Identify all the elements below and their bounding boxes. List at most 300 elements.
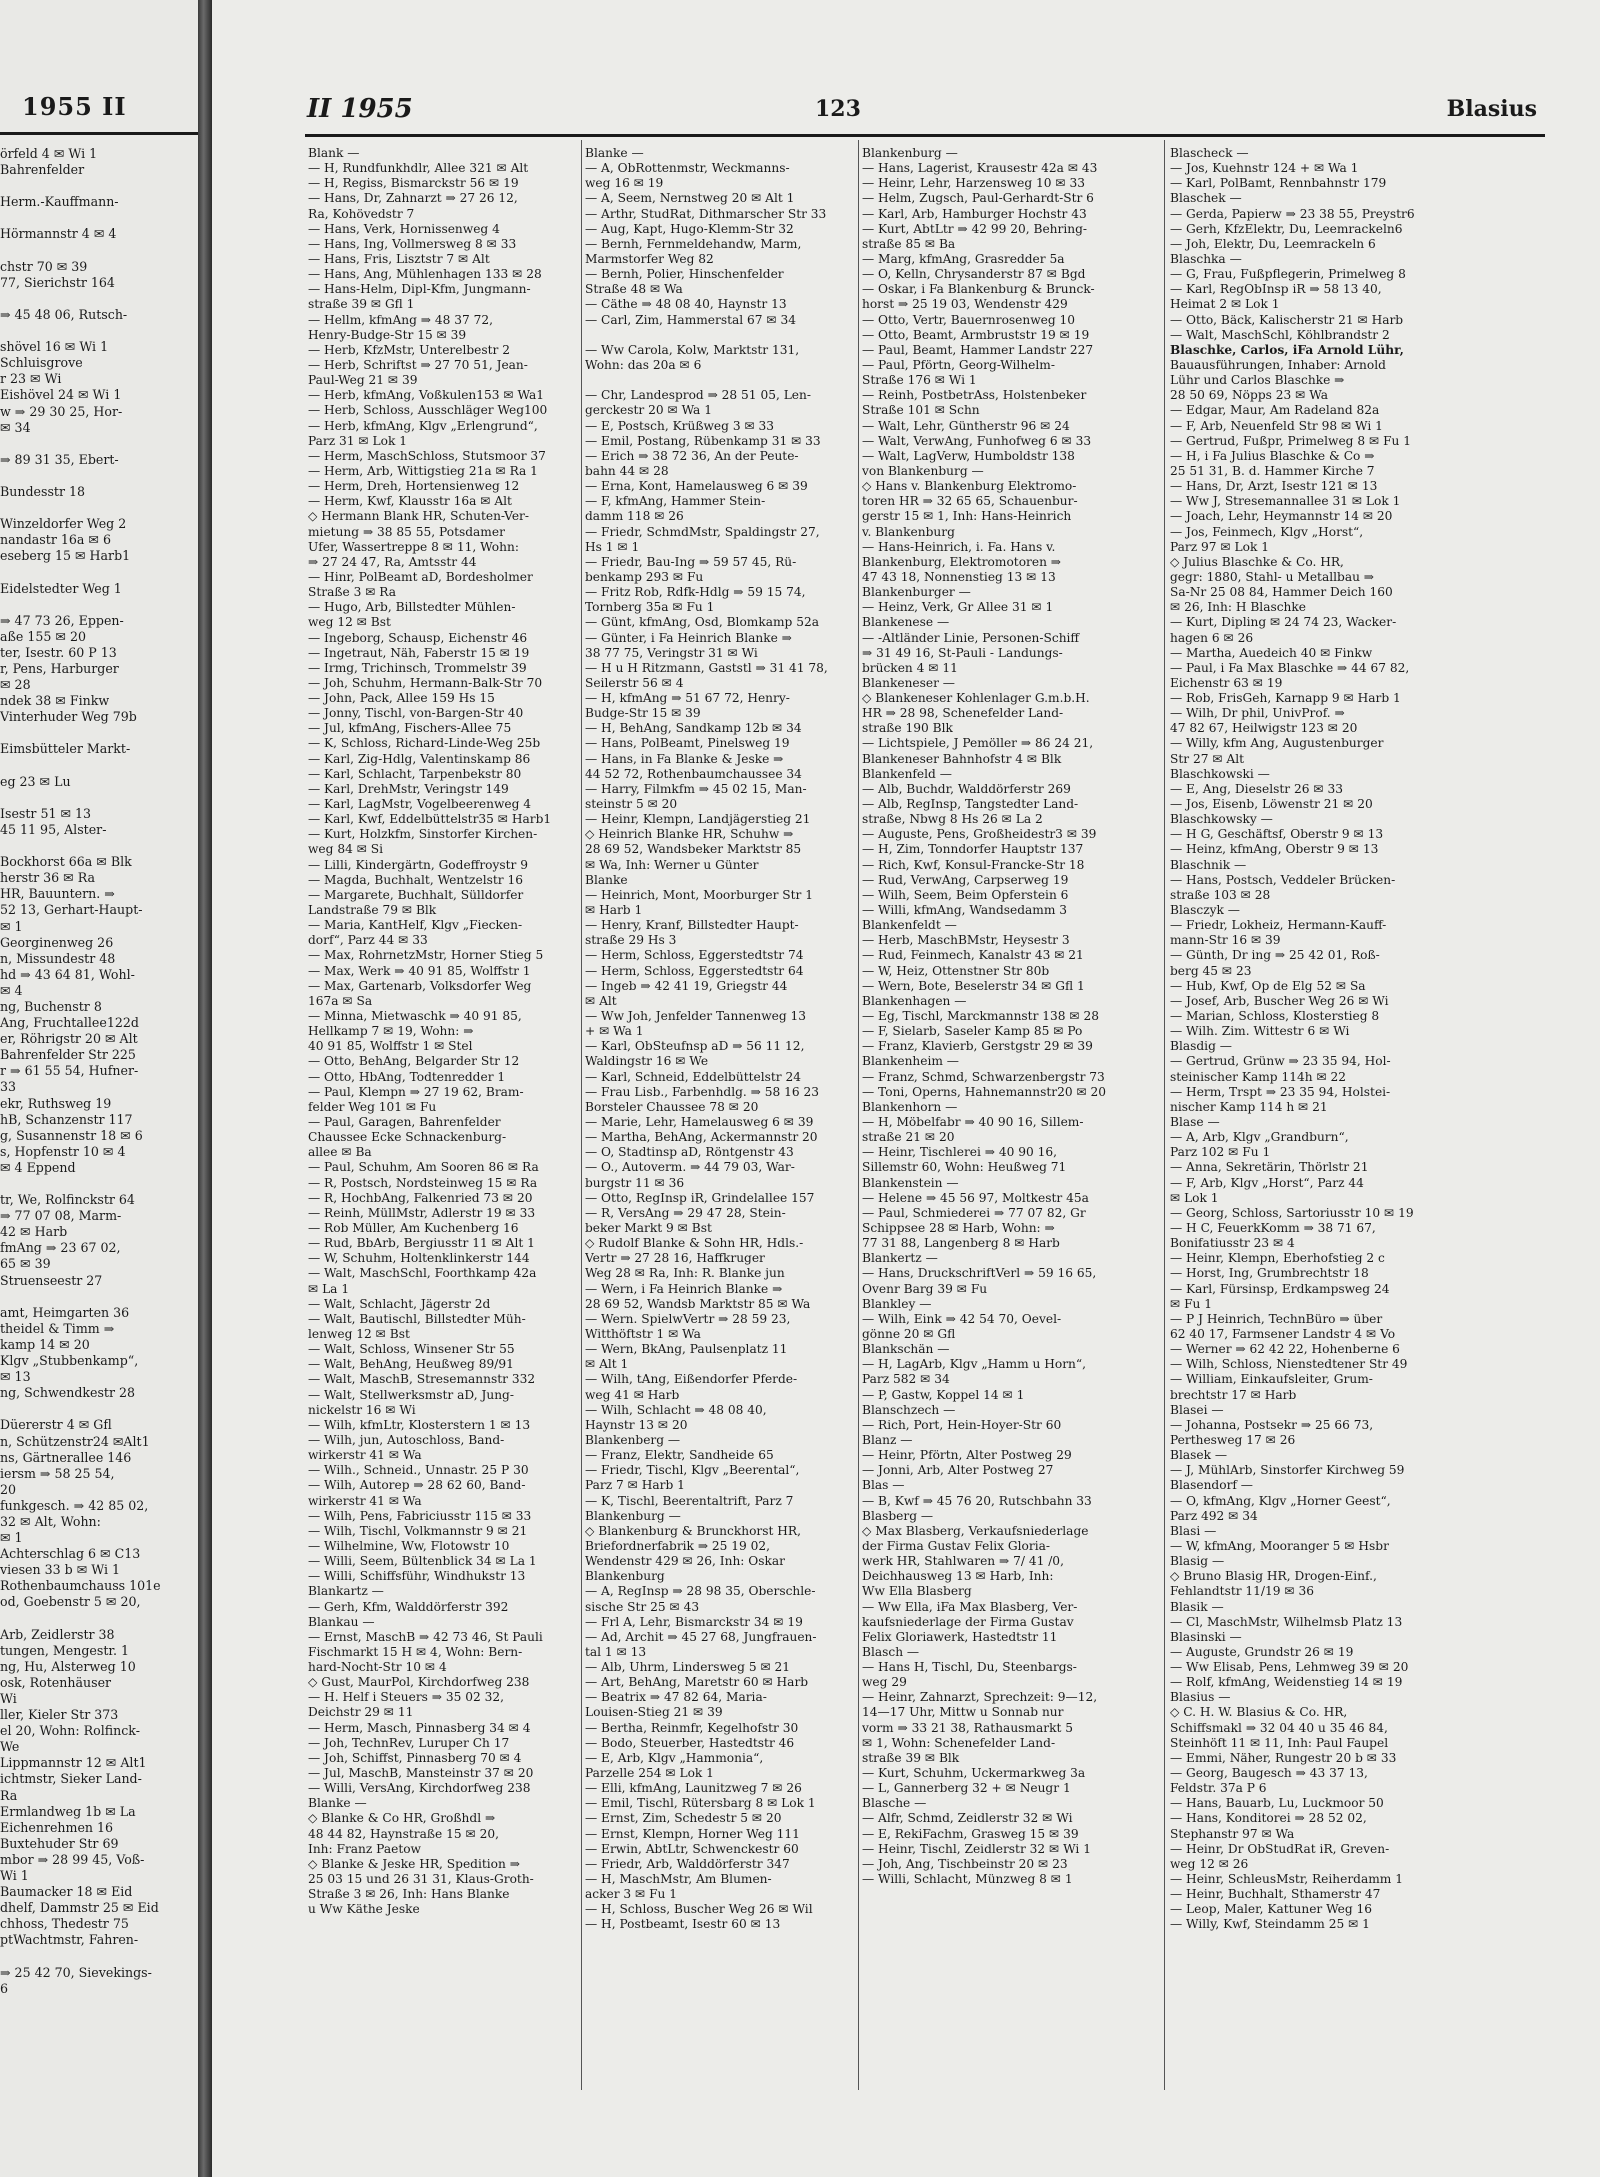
directory-entry-line: — Friedr, SchmdMstr, Spaldingstr 27, bbox=[585, 524, 820, 539]
directory-entry-line: — E, Postsch, Krüßweg 3 ✉ 33 bbox=[585, 418, 775, 433]
directory-entry-line: ◇ C. H. W. Blasius & Co. HR, bbox=[1170, 1705, 1348, 1720]
column-divider bbox=[858, 140, 859, 2090]
directory-entry-line: Herm.-Kauffmann- bbox=[0, 194, 119, 210]
directory-entry-line: — Hans-Heinrich, i. Fa. Hans v. bbox=[862, 539, 1056, 554]
directory-entry-line: straße 85 ✉ Ba bbox=[862, 236, 956, 251]
directory-entry-line: — F, Arb, Neuenfeld Str 98 ✉ Wi 1 bbox=[1170, 418, 1383, 433]
directory-entry-line: — Otto, Bäck, Kalischerstr 21 ✉ Harb bbox=[1170, 312, 1404, 327]
directory-entry-line: — Gerh, Kfm, Walddörferstr 392 bbox=[308, 1599, 509, 1614]
directory-entry-line: Düererstr 4 ✉ Gfl bbox=[0, 1417, 112, 1433]
directory-entry-line: — Wern, BkAng, Paulsenplatz 11 bbox=[585, 1342, 788, 1357]
surname-heading: Blanschzech — bbox=[862, 1402, 956, 1417]
directory-entry-line: — Karl, Schlacht, Tarpenbekstr 80 bbox=[308, 766, 522, 781]
directory-entry-line bbox=[0, 243, 198, 259]
directory-entry-line: — Jos, Kuehnstr 124 + ✉ Wa 1 bbox=[1170, 161, 1359, 176]
directory-entry-line: — Ww Joh, Jenfelder Tannenweg 13 bbox=[585, 1009, 807, 1024]
surname-heading: Blankertz — bbox=[862, 1251, 938, 1266]
directory-entry-line: — Friedr, Tischl, Klgv „Beerental“, bbox=[585, 1463, 800, 1478]
directory-entry-line: — Karl, Fürsinsp, Erdkampsweg 24 bbox=[1170, 1281, 1390, 1296]
directory-entry-line bbox=[0, 1176, 198, 1192]
directory-entry-line: ✉ 1, Wohn: Schenefelder Land- bbox=[862, 1735, 1056, 1750]
surname-heading: Blankenfeld — bbox=[862, 766, 952, 781]
directory-entry-line: ✉ Alt bbox=[585, 993, 617, 1008]
directory-entry-line bbox=[0, 758, 198, 774]
directory-entry-line: 25 51 31, B. d. Hammer Kirche 7 bbox=[1170, 463, 1375, 478]
directory-entry-line: shövel 16 ✉ Wi 1 bbox=[0, 339, 109, 355]
directory-entry-line: — Herm, Trspt ⇒ 23 35 94, Holstei- bbox=[1170, 1084, 1391, 1099]
directory-entry-line: Bahrenfelder bbox=[0, 162, 85, 178]
directory-entry-line: — Maria, KantHelf, Klgv „Fiecken- bbox=[308, 918, 523, 933]
directory-entry-line: weg 84 ✉ Si bbox=[308, 842, 384, 857]
directory-entry-line: 48 44 82, Haynstraße 15 ✉ 20, bbox=[308, 1826, 499, 1841]
directory-entry-line: n, Missundestr 48 bbox=[0, 950, 116, 966]
directory-entry-line: ⇒ 45 48 06, Rutsch- bbox=[0, 306, 128, 322]
directory-entry-line: — Hans, Postsch, Veddeler Brücken- bbox=[1170, 872, 1396, 887]
directory-entry-line: — Wilh, Autorep ⇒ 28 62 60, Band- bbox=[308, 1478, 526, 1493]
directory-entry-line: — Joh, Elektr, Du, Leemrackeln 6 bbox=[1170, 236, 1376, 251]
book-gutter bbox=[198, 0, 212, 2177]
directory-entry-line: — K, Tischl, Beerentaltrift, Parz 7 bbox=[585, 1493, 794, 1508]
directory-entry-line: — Lichtspiele, J Pemöller ⇒ 86 24 21, bbox=[862, 736, 1094, 751]
directory-entry-line: — Walt, Bautischl, Billstedter Müh- bbox=[308, 1311, 526, 1326]
directory-entry-line bbox=[0, 1949, 198, 1965]
directory-entry-line: — Hans H, Tischl, Du, Steenbargs- bbox=[862, 1660, 1077, 1675]
directory-entry-line: Eichenrehmen 16 bbox=[0, 1819, 114, 1835]
directory-entry-line: ◇ Heinrich Blanke HR, Schuhw ⇒ bbox=[585, 827, 794, 842]
directory-entry-line: eg 23 ✉ Lu bbox=[0, 773, 71, 789]
directory-entry-line: — R, Postsch, Nordsteinweg 15 ✉ Ra bbox=[308, 1175, 538, 1190]
directory-entry-line: — B, Kwf ⇒ 45 76 20, Rutschbahn 33 bbox=[862, 1493, 1092, 1508]
directory-entry-line: — Günth, Dr ing ⇒ 25 42 01, Roß- bbox=[1170, 948, 1380, 963]
directory-entry-line: gerstr 15 ✉ 1, Inh: Hans-Heinrich bbox=[862, 509, 1072, 524]
directory-entry-line: ichtmstr, Sieker Land- bbox=[0, 1771, 142, 1787]
directory-entry-line: ✉ Fu 1 bbox=[1170, 1296, 1213, 1311]
directory-entry-line: ◇ Blankeneser Kohlenlager G.m.b.H. bbox=[862, 691, 1090, 706]
directory-entry-line: — Arthr, StudRat, Dithmarscher Str 33 bbox=[585, 206, 827, 221]
surname-heading: von Blankenburg — bbox=[862, 463, 984, 478]
directory-entry-line: Fehlandtstr 11/19 ✉ 36 bbox=[1170, 1584, 1315, 1599]
directory-entry-line: — Heinr, Klempn, Eberhofstieg 2 c bbox=[1170, 1251, 1385, 1266]
directory-entry-line: — Hub, Kwf, Op de Elg 52 ✉ Sa bbox=[1170, 978, 1366, 993]
surname-heading: Blasendorf — bbox=[1170, 1478, 1253, 1493]
directory-entry-line: — Ernst, Klempn, Horner Weg 111 bbox=[585, 1826, 800, 1841]
directory-entry-line: el 20, Wohn: Rolfinck- bbox=[0, 1723, 140, 1739]
directory-entry-line: — Franz, Schmd, Schwarzenbergstr 73 bbox=[862, 1069, 1105, 1084]
directory-entry-line: — Willy, kfm Ang, Augustenburger bbox=[1170, 736, 1384, 751]
directory-entry-line: — Herm, MaschSchloss, Stutsmoor 37 bbox=[308, 448, 546, 463]
directory-entry-line: Louisen-Stieg 21 ✉ 39 bbox=[585, 1705, 723, 1720]
directory-entry-line: — Leop, Maler, Kattuner Weg 16 bbox=[1170, 1902, 1373, 1917]
surname-heading: Blasche — bbox=[862, 1796, 927, 1811]
left-page-fragment bbox=[0, 0, 198, 2177]
directory-entry-line: Marmstorfer Weg 82 bbox=[585, 251, 714, 266]
directory-entry-line: toren HR ⇒ 32 65 65, Schauenbur- bbox=[862, 494, 1078, 509]
directory-entry-line: Witthöftstr 1 ✉ Wa bbox=[585, 1326, 701, 1341]
surname-heading: Blaschek — bbox=[1170, 191, 1242, 206]
directory-entry-line: 45 11 95, Alster- bbox=[0, 821, 107, 837]
directory-entry-line: Ovenr Barg 39 ✉ Fu bbox=[862, 1281, 988, 1296]
directory-entry-line: Sillemstr 60, Wohn: Heußweg 71 bbox=[862, 1160, 1067, 1175]
directory-entry-line: — H, LagArb, Klgv „Hamm u Horn“, bbox=[862, 1357, 1087, 1372]
directory-entry-line: — Helm, Zugsch, Paul-Gerhardt-Str 6 bbox=[862, 191, 1094, 206]
directory-entry-line: — Marg, kfmAng, Grasredder 5a bbox=[862, 251, 1065, 266]
directory-entry-line: — Martha, BehAng, Ackermannstr 20 bbox=[585, 1130, 818, 1145]
directory-entry-line: Felix Gloriawerk, Hastedtstr 11 bbox=[862, 1629, 1058, 1644]
directory-entry-line: — Rolf, kfmAng, Weidenstieg 14 ✉ 19 bbox=[1170, 1675, 1403, 1690]
directory-entry-line: herstr 36 ✉ Ra bbox=[0, 870, 95, 886]
directory-entry-line: ✉ 28 bbox=[0, 677, 31, 693]
directory-entry-line: — Anna, Sekretärin, Thörlstr 21 bbox=[1170, 1160, 1369, 1175]
directory-column-1 bbox=[308, 146, 576, 2136]
directory-entry-line: — Herb, KfzMstr, Unterelbestr 2 bbox=[308, 342, 510, 357]
directory-entry-line: — Lilli, Kindergärtn, Godeffroystr 9 bbox=[308, 857, 528, 872]
directory-entry-line: kaufsniederlage der Firma Gustav bbox=[862, 1614, 1074, 1629]
directory-entry-line: — R, VersAng ⇒ 29 47 28, Stein- bbox=[585, 1205, 786, 1220]
directory-entry-line: Straße 48 ✉ Wa bbox=[585, 282, 683, 297]
directory-entry-line: ✉ 4 bbox=[0, 982, 23, 998]
directory-entry-line: Hs 1 ✉ 1 bbox=[585, 539, 640, 554]
surname-heading: Blaschka — bbox=[1170, 251, 1242, 266]
directory-entry-line: — Hans-Helm, Dipl-Kfm, Jungmann- bbox=[308, 282, 531, 297]
surname-heading: Blasi — bbox=[1170, 1523, 1217, 1538]
directory-entry-line: — Edgar, Maur, Am Radeland 82a bbox=[1170, 403, 1380, 418]
directory-entry-line: hB, Schanzenstr 117 bbox=[0, 1111, 133, 1127]
directory-entry-line: ✉ Lok 1 bbox=[1170, 1190, 1219, 1205]
directory-entry-line bbox=[0, 178, 198, 194]
directory-entry-line: — Wilh, Schlacht ⇒ 48 08 40, bbox=[585, 1402, 767, 1417]
directory-entry-line: bahn 44 ✉ 28 bbox=[585, 463, 669, 478]
directory-entry-line: straße 29 Hs 3 bbox=[585, 933, 677, 948]
directory-entry-line: — Cl, MaschMstr, Wilhelmsb Platz 13 bbox=[1170, 1614, 1403, 1629]
directory-entry-line: ✉ 13 bbox=[0, 1369, 31, 1385]
directory-entry-line: Ufer, Wassertreppe 8 ✉ 11, Wohn: bbox=[308, 539, 519, 554]
directory-entry-line: — Bernh, Fernmeldehandw, Marm, bbox=[585, 236, 802, 251]
directory-entry-line: — Marie, Lehr, Hamelausweg 6 ✉ 39 bbox=[585, 1115, 814, 1129]
directory-entry-line: — Ww J, Stresemannallee 31 ✉ Lok 1 bbox=[1170, 494, 1401, 509]
directory-entry-line: — Joh, TechnRev, Luruper Ch 17 bbox=[308, 1735, 510, 1750]
directory-entry-line: Parz 102 ✉ Fu 1 bbox=[1170, 1145, 1271, 1160]
directory-entry-line: Landstraße 79 ✉ Blk bbox=[308, 903, 437, 918]
directory-entry-line: Straße 3 ✉ Ra bbox=[308, 585, 397, 600]
surname-heading: Blanke — bbox=[585, 146, 644, 160]
directory-entry-line: Seilerstr 56 ✉ 4 bbox=[585, 675, 684, 690]
directory-entry-line: straße 21 ✉ 20 bbox=[862, 1130, 955, 1145]
directory-entry-line: — Walt, Lehr, Güntherstr 96 ✉ 24 bbox=[862, 418, 1070, 433]
directory-entry-line: — Günt, kfmAng, Osd, Blomkamp 52a bbox=[585, 615, 819, 630]
directory-entry-line: allee ✉ Ba bbox=[308, 1145, 372, 1160]
directory-entry-line: horst ⇒ 25 19 03, Wendenstr 429 bbox=[862, 297, 1068, 312]
directory-entry-line: Ra bbox=[0, 1787, 18, 1803]
directory-entry-line: — Heinr, Zahnarzt, Sprechzeit: 9—12, bbox=[862, 1690, 1098, 1705]
directory-entry-line: amt, Heimgarten 36 bbox=[0, 1304, 130, 1320]
directory-entry-line: theidel & Timm ⇒ bbox=[0, 1320, 115, 1336]
directory-entry-line: 42 ✉ Harb bbox=[0, 1224, 68, 1240]
directory-entry-line: benkamp 293 ✉ Fu bbox=[585, 569, 704, 584]
directory-entry-line: — Hans, Verk, Hornissenweg 4 bbox=[308, 221, 500, 236]
header-rule bbox=[305, 134, 1545, 137]
directory-entry-line: — Carl, Zim, Hammerstal 67 ✉ 34 bbox=[585, 312, 797, 327]
directory-entry-line: — A, ObRottenmstr, Weckmanns- bbox=[585, 161, 790, 176]
directory-entry-line: dorf“, Parz 44 ✉ 33 bbox=[308, 933, 428, 948]
directory-entry-line: — H, Möbelfabr ⇒ 40 90 16, Sillem- bbox=[862, 1115, 1084, 1129]
directory-entry-line: — Ingetraut, Näh, Faberstr 15 ✉ 19 bbox=[308, 645, 530, 660]
directory-entry-line: ◇ Hermann Blank HR, Schuten-Ver- bbox=[308, 509, 529, 524]
directory-entry-line bbox=[0, 468, 198, 484]
directory-entry-line: weg 29 bbox=[862, 1675, 907, 1690]
directory-entry-line: — Alb, RegInsp, Tangstedter Land- bbox=[862, 797, 1079, 812]
directory-entry-line: — P, Gastw, Koppel 14 ✉ 1 bbox=[862, 1387, 1025, 1402]
directory-entry-line: — Herb, kfmAng, Klgv „Erlengrund“, bbox=[308, 418, 538, 433]
directory-entry-line: — Art, BehAng, Maretstr 60 ✉ Harb bbox=[585, 1675, 809, 1690]
directory-entry-line: — Oskar, i Fa Blankenburg & Brunck- bbox=[862, 282, 1095, 297]
directory-entry-line: — Karl, LagMstr, Vogelbeerenweg 4 bbox=[308, 797, 532, 812]
directory-entry-line: Winzeldorfer Weg 2 bbox=[0, 516, 127, 532]
directory-entry-line: tungen, Mengestr. 1 bbox=[0, 1642, 130, 1658]
directory-entry-line: — Otto, HbAng, Todtenredder 1 bbox=[308, 1069, 506, 1084]
directory-entry-line: — Wilh. Zim. Wittestr 6 ✉ Wi bbox=[1170, 1024, 1350, 1039]
directory-entry-line: — E, RekiFachm, Grasweg 15 ✉ 39 bbox=[862, 1826, 1079, 1841]
directory-entry-line: straße 39 ✉ Gfl 1 bbox=[308, 297, 415, 312]
surname-heading: Blasek — bbox=[1170, 1448, 1228, 1463]
directory-entry-line: 38 77 75, Veringstr 31 ✉ Wi bbox=[585, 645, 758, 660]
directory-entry-line: r 23 ✉ Wi bbox=[0, 371, 62, 387]
directory-entry-line: — Harry, Filmkfm ⇒ 45 02 15, Man- bbox=[585, 781, 807, 796]
surname-heading: Blankenfeldt — bbox=[862, 918, 957, 933]
directory-entry-line: — Walt, LagVerw, Humboldstr 138 bbox=[862, 448, 1075, 463]
surname-heading: Blasius — bbox=[1170, 1690, 1231, 1705]
directory-entry-line: — Paul, i Fa Max Blaschke ⇒ 44 67 82, bbox=[1170, 660, 1410, 675]
directory-entry-line: 44 52 72, Rothenbaumchaussee 34 bbox=[585, 766, 802, 781]
surname-heading: Blankartz — bbox=[308, 1584, 384, 1599]
directory-entry-line: Eimsbütteler Markt- bbox=[0, 741, 131, 757]
directory-entry-line: Straße 176 ✉ Wi 1 bbox=[862, 373, 977, 388]
directory-entry-line: 6 bbox=[0, 1980, 9, 1996]
directory-entry-line: — Willi, Schiffsführ, Windhukstr 13 bbox=[308, 1569, 526, 1584]
directory-entry-line: — Friedr, Lokheiz, Hermann-Kauff- bbox=[1170, 918, 1387, 933]
directory-entry-line: — Herb, MaschBMstr, Heysestr 3 bbox=[862, 933, 1070, 948]
directory-entry-line: Str 27 ✉ Alt bbox=[1170, 751, 1245, 766]
directory-entry-line: — Alb, Buchdr, Walddörferstr 269 bbox=[862, 781, 1071, 796]
surname-heading: Blankenberg — bbox=[585, 1432, 681, 1447]
directory-entry-line: — F, kfmAng, Hammer Stein- bbox=[585, 494, 766, 509]
directory-entry-line: — Heinr, Buchhalt, Sthamerstr 47 bbox=[1170, 1887, 1381, 1902]
directory-entry-line: Inh: Franz Paetow bbox=[308, 1841, 421, 1856]
directory-entry-line: weg 41 ✉ Harb bbox=[585, 1387, 680, 1402]
directory-entry-line: Deichstr 29 ✉ 11 bbox=[308, 1705, 414, 1720]
directory-entry-line: — Rud, Feinmech, Kanalstr 43 ✉ 21 bbox=[862, 948, 1084, 963]
directory-entry-line: — Johanna, Postsekr ⇒ 25 66 73, bbox=[1170, 1417, 1374, 1432]
directory-entry-line: gegr: 1880, Stahl- u Metallbau ⇒ bbox=[1170, 569, 1375, 584]
directory-entry-line: ⇒ 25 42 70, Sievekings- bbox=[0, 1964, 152, 1980]
directory-entry-line: wirkerstr 41 ✉ Wa bbox=[308, 1448, 422, 1463]
directory-entry-line: chstr 70 ✉ 39 bbox=[0, 258, 88, 274]
directory-entry-line: — Walt, MaschSchl, Foorthkamp 42a bbox=[308, 1266, 537, 1281]
directory-entry-line: werk HR, Stahlwaren ⇒ 7/ 41 /0, bbox=[862, 1554, 1064, 1569]
directory-entry-line: — Wern, Bote, Beselerstr 34 ✉ Gfl 1 bbox=[862, 978, 1085, 993]
directory-entry-line: ✉ 34 bbox=[0, 419, 31, 435]
directory-entry-line: — -Altländer Linie, Personen-Schiff bbox=[862, 630, 1080, 645]
directory-entry-line: Parzelle 254 ✉ Lok 1 bbox=[585, 1766, 714, 1781]
directory-entry-line: hard-Nocht-Str 10 ✉ 4 bbox=[308, 1660, 447, 1675]
directory-entry-line: — Wilh, Eink ⇒ 42 54 70, Oevel- bbox=[862, 1311, 1062, 1326]
directory-entry-line bbox=[0, 790, 198, 806]
directory-entry-line: — Walt, MaschB, Stresemannstr 332 bbox=[308, 1372, 536, 1387]
surname-heading: Blankenburger — bbox=[862, 585, 971, 600]
directory-entry-line: — Erich ⇒ 38 72 36, An der Peute- bbox=[585, 448, 799, 463]
directory-entry-line: — W, Schuhm, Holtenklinkerstr 144 bbox=[308, 1251, 530, 1266]
directory-entry-line: eseberg 15 ✉ Harb1 bbox=[0, 548, 131, 564]
directory-entry-line: — Friedr, Bau-Ing ⇒ 59 57 45, Rü- bbox=[585, 554, 797, 569]
directory-entry-line: — Wern, i Fa Heinrich Blanke ⇒ bbox=[585, 1281, 783, 1296]
surname-heading: Blaschkowski — bbox=[1170, 766, 1270, 781]
directory-entry-line: Vertr ⇒ 27 28 16, Haffkruger bbox=[585, 1251, 765, 1266]
surname-heading: Blank — bbox=[308, 146, 360, 160]
directory-entry-line: — John, Pack, Allee 159 Hs 15 bbox=[308, 691, 495, 706]
directory-entry-line: Wendenstr 429 ✉ 26, Inh: Oskar bbox=[585, 1554, 786, 1569]
directory-entry-line: — Heinr, Tischl, Zeidlerstr 32 ✉ Wi 1 bbox=[862, 1841, 1091, 1856]
directory-entry-line: der Firma Gustav Felix Gloria- bbox=[862, 1538, 1050, 1553]
directory-entry-line: Blanke bbox=[585, 872, 628, 887]
directory-entry-line: Straße 101 ✉ Schn bbox=[862, 403, 980, 418]
directory-entry-line: Ermlandweg 1b ✉ La bbox=[0, 1803, 136, 1819]
directory-entry-line: Schluisgrove bbox=[0, 355, 83, 371]
directory-entry-line: — Hans, DruckschriftVerl ⇒ 59 16 65, bbox=[862, 1266, 1097, 1281]
directory-entry-line: — Joh, Schiffst, Pinnasberg 70 ✉ 4 bbox=[308, 1750, 522, 1765]
directory-entry-line: — Ernst, MaschB ⇒ 42 73 46, St Pauli bbox=[308, 1629, 543, 1644]
directory-entry-line: — H C, FeuerkKomm ⇒ 38 71 67, bbox=[1170, 1220, 1376, 1235]
directory-entry-line: — Willi, kfmAng, Wandsedamm 3 bbox=[862, 903, 1068, 918]
directory-entry-line: — Walt, Schlacht, Jägerstr 2d bbox=[308, 1296, 491, 1311]
directory-page bbox=[212, 0, 1600, 2177]
directory-column-4 bbox=[1170, 146, 1452, 2136]
directory-entry-line: — Erna, Kont, Hamelausweg 6 ✉ 39 bbox=[585, 479, 808, 494]
directory-entry-line: Haynstr 13 ✉ 20 bbox=[585, 1417, 688, 1432]
surname-heading: Blasdig — bbox=[1170, 1039, 1232, 1054]
directory-entry-line bbox=[0, 436, 198, 452]
directory-entry-line: — Hugo, Arb, Billstedter Mühlen- bbox=[308, 600, 516, 615]
page-header bbox=[307, 94, 1537, 138]
directory-entry-line: weg 16 ✉ 19 bbox=[585, 176, 664, 191]
directory-entry-line: Waldingstr 16 ✉ We bbox=[585, 1054, 709, 1069]
directory-entry-line: Arb, Zeidlerstr 38 bbox=[0, 1626, 115, 1642]
directory-entry-line: — Ingeborg, Schausp, Eichenstr 46 bbox=[308, 630, 528, 645]
directory-entry-line bbox=[0, 1289, 198, 1305]
directory-entry-line: lenweg 12 ✉ Bst bbox=[308, 1326, 410, 1341]
directory-entry-line: — Irmg, Trichinsch, Trommelstr 39 bbox=[308, 660, 527, 675]
directory-entry-line: steinstr 5 ✉ 20 bbox=[585, 797, 678, 812]
directory-entry-line: — Hans, Ing, Vollmersweg 8 ✉ 33 bbox=[308, 236, 517, 251]
directory-entry-line: 32 ✉ Alt, Wohn: bbox=[0, 1513, 101, 1529]
directory-entry-line: — Franz, Elektr, Sandheide 65 bbox=[585, 1448, 774, 1463]
directory-entry-line: Rothenbaumchauss 101e bbox=[0, 1578, 161, 1594]
directory-entry-line: hd ⇒ 43 64 81, Wohl- bbox=[0, 966, 135, 982]
directory-entry-line: ◇ Julius Blaschke & Co. HR, bbox=[1170, 554, 1344, 569]
directory-entry-line: straße, Nbwg 8 Hs 26 ✉ La 2 bbox=[862, 812, 1043, 827]
directory-entry-line: ⇒ 89 31 35, Ebert- bbox=[0, 451, 119, 467]
directory-entry-line: Blankeneser Bahnhofstr 4 ✉ Blk bbox=[862, 751, 1062, 766]
surname-heading: Blasczyk — bbox=[1170, 903, 1240, 918]
directory-entry-line: Schippsee 28 ✉ Harb, Wohn: ⇒ bbox=[862, 1220, 1055, 1235]
directory-entry-line: Steinhöft 11 ✉ 11, Inh: Paul Faupel bbox=[1170, 1735, 1389, 1750]
directory-entry-line: r, Pens, Harburger bbox=[0, 661, 119, 676]
directory-entry-line: — Kurt, Holzkfm, Sinstorfer Kirchen- bbox=[308, 827, 538, 842]
directory-entry-line: — Günter, i Fa Heinrich Blanke ⇒ bbox=[585, 630, 792, 645]
directory-entry-line: — Jos, Feinmech, Klgv „Horst“, bbox=[1170, 524, 1364, 539]
directory-entry-line: — Heinr, Dr ObStudRat iR, Greven- bbox=[1170, 1841, 1390, 1856]
directory-entry-line: Lühr und Carlos Blaschke ⇒ bbox=[1170, 373, 1345, 388]
directory-entry-line: Deichhausweg 13 ✉ Harb, Inh: bbox=[862, 1569, 1054, 1584]
directory-entry-line: brücken 4 ✉ 11 bbox=[862, 660, 958, 675]
directory-entry-line: — Herb, Schloss, Ausschläger Weg100 bbox=[308, 403, 548, 418]
directory-entry-line: Hörmannstr 4 ✉ 4 bbox=[0, 226, 117, 242]
directory-entry-line: Eishövel 24 ✉ Wi 1 bbox=[0, 387, 122, 403]
directory-entry-line: — Karl, DrehMstr, Veringstr 149 bbox=[308, 781, 509, 796]
directory-entry-line: — Rud, BbArb, Bergiusstr 11 ✉ Alt 1 bbox=[308, 1236, 535, 1251]
directory-entry-line: gerckestr 20 ✉ Wa 1 bbox=[585, 403, 712, 418]
directory-entry-line: — Walt, VerwAng, Funhofweg 6 ✉ 33 bbox=[862, 433, 1092, 448]
directory-entry-line: ng, Buchenstr 8 bbox=[0, 998, 102, 1014]
directory-entry-line: — Franz, Klavierb, Gerstgstr 29 ✉ 39 bbox=[862, 1039, 1093, 1054]
directory-entry-line: chhoss, Thedestr 75 bbox=[0, 1916, 129, 1932]
directory-entry-line: Chaussee Ecke Schnackenburg- bbox=[308, 1130, 507, 1145]
directory-entry-line: — Willy, Kwf, Steindamm 25 ✉ 1 bbox=[1170, 1917, 1370, 1932]
directory-entry-line: — R, HochbAng, Falkenried 73 ✉ 20 bbox=[308, 1190, 533, 1205]
directory-entry-line: — Helene ⇒ 45 56 97, Moltkestr 45a bbox=[862, 1190, 1089, 1205]
directory-entry-line: — Hans, Dr, Arzt, Isestr 121 ✉ 13 bbox=[1170, 479, 1378, 494]
directory-entry-line: — Wern. SpielwVertr ⇒ 28 59 23, bbox=[585, 1311, 791, 1326]
surname-heading: Blankeneser — bbox=[862, 675, 955, 690]
directory-entry-line: HR ⇒ 28 98, Schenefelder Land- bbox=[862, 706, 1064, 721]
directory-entry-line: ⇒ 31 49 16, St-Pauli - Landungs- bbox=[862, 645, 1063, 660]
directory-entry-line: — Wilh, tAng, Eißendorfer Pferde- bbox=[585, 1372, 798, 1387]
directory-entry-line: v. Blankenburg bbox=[862, 524, 955, 539]
directory-entry-line: nandastr 16a ✉ 6 bbox=[0, 532, 111, 548]
surname-heading: Blasei — bbox=[1170, 1402, 1224, 1417]
directory-entry-line: — Hellm, kfmAng ⇒ 48 37 72, bbox=[308, 312, 494, 327]
directory-entry-line: 28 69 52, Wandsbeker Marktstr 85 bbox=[585, 842, 802, 857]
directory-entry-line: — Willi, Seem, Bültenblick 34 ✉ La 1 bbox=[308, 1554, 537, 1569]
directory-entry-line: Weg 28 ✉ Ra, Inh: R. Blanke jun bbox=[585, 1266, 785, 1281]
directory-entry-line: — Gertrud, Fußpr, Primelweg 8 ✉ Fu 1 bbox=[1170, 433, 1411, 448]
directory-entry-line: — Frl A, Lehr, Bismarckstr 34 ✉ 19 bbox=[585, 1614, 803, 1629]
directory-entry-line: 77, Sierichstr 164 bbox=[0, 274, 115, 290]
surname-heading: Blankley — bbox=[862, 1296, 932, 1311]
surname-heading: Blanz — bbox=[862, 1432, 913, 1447]
directory-entry-line: beker Markt 9 ✉ Bst bbox=[585, 1220, 712, 1235]
directory-entry-line: — Horst, Ing, Grumbrechtstr 18 bbox=[1170, 1266, 1369, 1281]
directory-entry-line: Bockhorst 66a ✉ Blk bbox=[0, 854, 132, 870]
directory-entry-line: Parz 31 ✉ Lok 1 bbox=[308, 433, 407, 448]
directory-entry-line: — Paul, Pförtn, Georg-Wilhelm- bbox=[862, 357, 1055, 372]
directory-entry-line: — Paul, Garagen, Bahrenfelder bbox=[308, 1115, 501, 1129]
directory-entry-line: Ra, Kohövedstr 7 bbox=[308, 206, 415, 221]
directory-entry-line: — Walt, BehAng, Heußweg 89/91 bbox=[308, 1357, 514, 1372]
directory-entry-line: 14—17 Uhr, Mittw u Sonnab nur bbox=[862, 1705, 1064, 1720]
directory-entry-line: Straße 3 ✉ 26, Inh: Hans Blanke bbox=[308, 1887, 510, 1902]
directory-entry-line bbox=[0, 597, 198, 613]
directory-entry-line: — Paul, Schuhm, Am Sooren 86 ✉ Ra bbox=[308, 1160, 539, 1175]
directory-entry-line: — Herm, Dreh, Hortensienweg 12 bbox=[308, 479, 520, 494]
directory-entry-line: — Herm, Kwf, Klausstr 16a ✉ Alt bbox=[308, 494, 512, 509]
directory-entry-line: — Emmi, Näher, Rungestr 20 b ✉ 33 bbox=[1170, 1750, 1397, 1765]
directory-entry-line: — Reinh, PostbetrAss, Holstenbeker bbox=[862, 388, 1087, 403]
directory-entry-line: — Paul, Schmiederei ⇒ 77 07 82, Gr bbox=[862, 1205, 1086, 1220]
directory-entry-line: ekr, Ruthsweg 19 bbox=[0, 1095, 112, 1111]
directory-column-2 bbox=[585, 146, 853, 2136]
directory-entry-line: 40 91 85, Wolffstr 1 ✉ Stel bbox=[308, 1039, 473, 1054]
directory-entry-line: g, Susannenstr 18 ✉ 6 bbox=[0, 1127, 143, 1143]
directory-entry-line: Lippmannstr 12 ✉ Alt1 bbox=[0, 1755, 147, 1771]
